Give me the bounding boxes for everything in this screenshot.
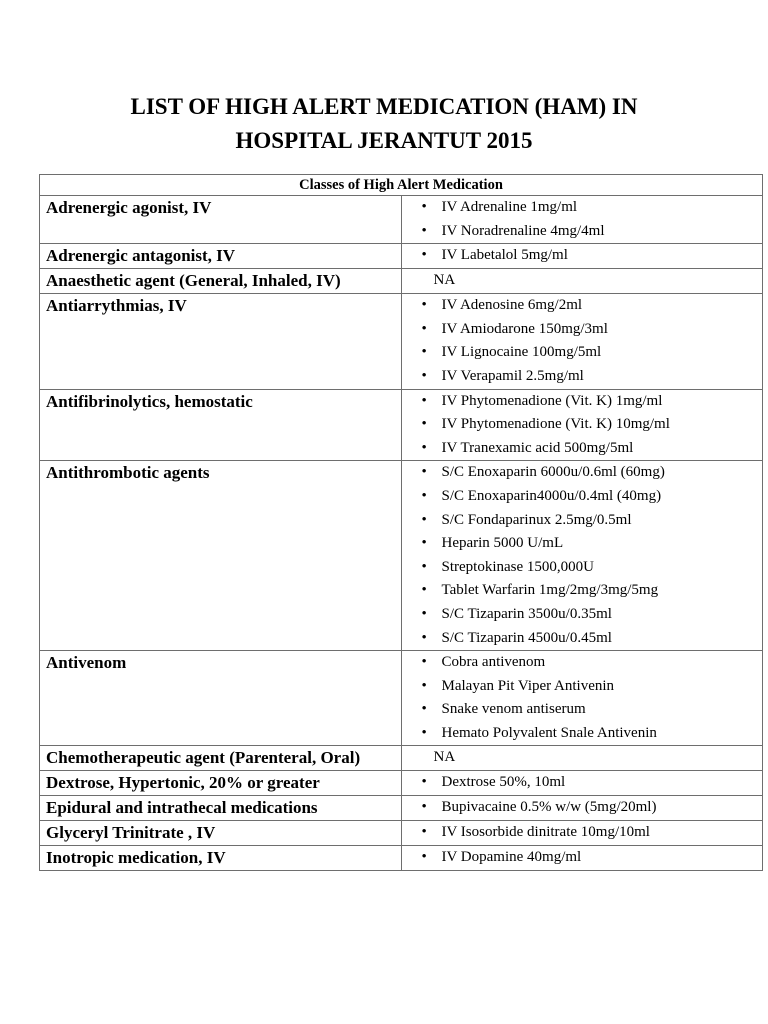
medication-cell — [401, 846, 763, 871]
medication-list — [422, 244, 759, 268]
medication-item: • Streptokinase 1500,000U — [422, 556, 759, 580]
ham-table — [39, 174, 763, 871]
table-row — [40, 269, 763, 294]
medication-class: Epidural and intrathecal medications — [40, 796, 402, 821]
medication-cell — [401, 461, 763, 651]
not-applicable-label: NA — [433, 749, 456, 766]
table-row — [40, 771, 763, 796]
table-row — [40, 846, 763, 871]
table-header-row — [40, 175, 763, 196]
medication-class: Inotropic medication, IV — [40, 846, 402, 871]
medication-list — [422, 390, 759, 461]
medication-item: • S/C Enoxaparin4000u/0.4ml (40mg) — [422, 485, 759, 509]
medication-class: Adrenergic antagonist, IV — [40, 244, 402, 269]
table-body — [40, 196, 763, 871]
medication-cell — [401, 771, 763, 796]
medication-list — [422, 796, 759, 820]
medication-list — [422, 196, 759, 243]
medication-class: Antivenom — [40, 651, 402, 746]
table-row — [40, 244, 763, 269]
document-title — [0, 90, 768, 158]
medication-item: • IV Phytomenadione (Vit. K) 1mg/ml — [422, 390, 759, 414]
table-row — [40, 796, 763, 821]
medication-item: • IV Verapamil 2.5mg/ml — [422, 365, 759, 389]
table-row — [40, 294, 763, 389]
not-applicable-label: NA — [433, 272, 456, 289]
medication-item: • IV Dopamine 40mg/ml — [422, 846, 759, 870]
medication-list — [422, 294, 759, 388]
medication-item: • IV Noradrenaline 4mg/4ml — [422, 220, 759, 244]
medication-cell — [401, 746, 763, 771]
medication-item: • IV Amiodarone 150mg/3ml — [422, 318, 759, 342]
medication-item: • Heparin 5000 U/mL — [422, 532, 759, 556]
table-row — [40, 746, 763, 771]
medication-item: • S/C Enoxaparin 6000u/0.6ml (60mg) — [422, 461, 759, 485]
medication-item: • S/C Tizaparin 4500u/0.45ml — [422, 627, 759, 651]
medication-item: • Cobra antivenom — [422, 651, 759, 675]
medication-cell — [401, 821, 763, 846]
medication-item: • S/C Fondaparinux 2.5mg/0.5ml — [422, 509, 759, 533]
medication-item: • IV Lignocaine 100mg/5ml — [422, 341, 759, 365]
medication-item: • IV Phytomenadione (Vit. K) 10mg/ml — [422, 413, 759, 437]
medication-cell — [401, 651, 763, 746]
medication-item: • Bupivacaine 0.5% w/w (5mg/20ml) — [422, 796, 759, 820]
medication-item: • Hemato Polyvalent Snale Antivenin — [422, 722, 759, 746]
medication-cell — [401, 244, 763, 269]
medication-item: • Dextrose 50%, 10ml — [422, 771, 759, 795]
medication-item: • Tablet Warfarin 1mg/2mg/3mg/5mg — [422, 579, 759, 603]
medication-class: Anaesthetic agent (General, Inhaled, IV) — [40, 269, 402, 294]
medication-item: • Snake venom antiserum — [422, 698, 759, 722]
medication-cell — [401, 269, 763, 294]
table-row — [40, 389, 763, 461]
table-row — [40, 196, 763, 244]
medication-item: • IV Adenosine 6mg/2ml — [422, 294, 759, 318]
medication-item: • S/C Tizaparin 3500u/0.35ml — [422, 603, 759, 627]
table-row — [40, 461, 763, 651]
medication-class: Dextrose, Hypertonic, 20% or greater — [40, 771, 402, 796]
medication-list — [422, 651, 759, 745]
medication-item: • IV Isosorbide dinitrate 10mg/10ml — [422, 821, 759, 845]
medication-cell — [401, 294, 763, 389]
medication-list — [422, 821, 759, 845]
medication-list — [422, 771, 759, 795]
medication-cell — [401, 196, 763, 244]
medication-list — [422, 461, 759, 650]
medication-class: Glyceryl Trinitrate , IV — [40, 821, 402, 846]
medication-item: • Malayan Pit Viper Antivenin — [422, 675, 759, 699]
medication-list — [422, 846, 759, 870]
medication-item: • IV Labetalol 5mg/ml — [422, 244, 759, 268]
table-header: Classes of High Alert Medication — [40, 175, 763, 196]
medication-class: Antithrombotic agents — [40, 461, 402, 651]
medication-class: Chemotherapeutic agent (Parenteral, Oral) — [40, 746, 402, 771]
title-line-1: LIST OF HIGH ALERT MEDICATION (HAM) IN — [130, 94, 638, 119]
medication-class: Adrenergic agonist, IV — [40, 196, 402, 244]
table-row — [40, 651, 763, 746]
medication-class: Antifibrinolytics, hemostatic — [40, 389, 402, 461]
table-row — [40, 821, 763, 846]
medication-cell — [401, 796, 763, 821]
title-line-2: HOSPITAL JERANTUT 2015 — [235, 128, 533, 153]
medication-item: • IV Adrenaline 1mg/ml — [422, 196, 759, 220]
medication-cell — [401, 389, 763, 461]
medication-item: • IV Tranexamic acid 500mg/5ml — [422, 437, 759, 461]
medication-class: Antiarrythmias, IV — [40, 294, 402, 389]
